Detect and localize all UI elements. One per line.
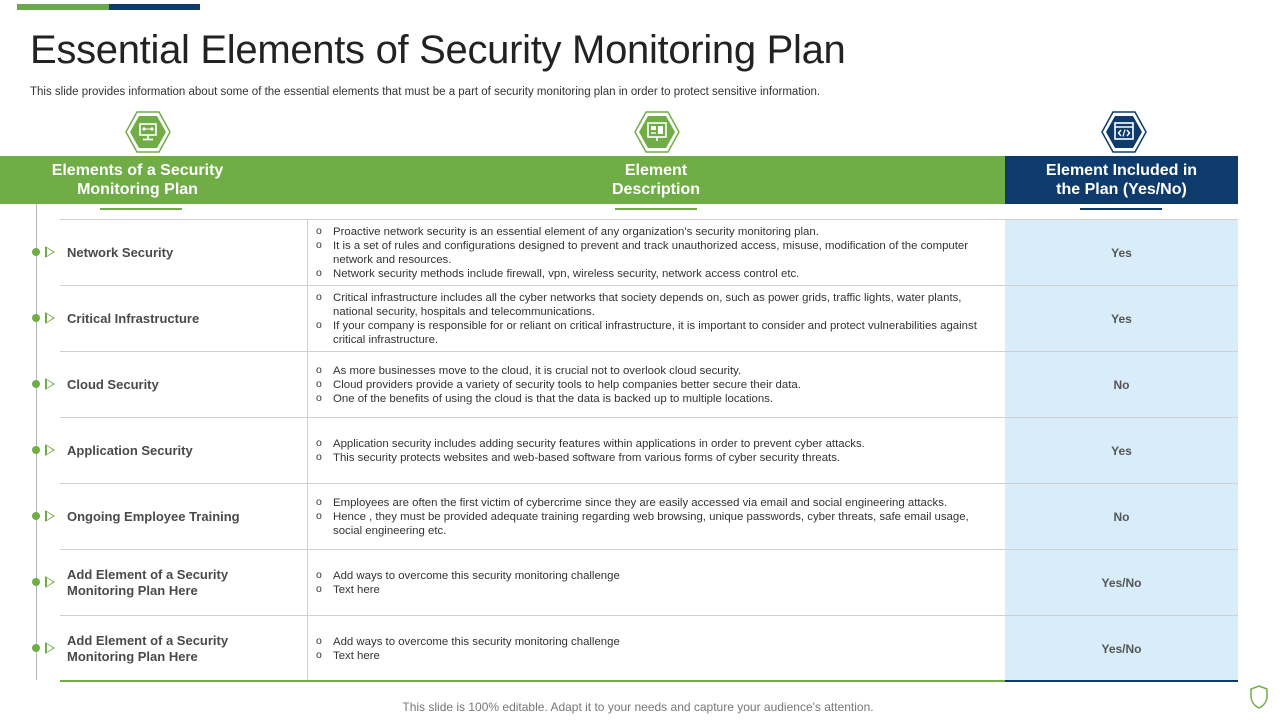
- header-underline-3: [1080, 208, 1162, 210]
- description-bullet: o Employees are often the first victim of cybercrime since they are easily accessed via email and social engineering attacks.: [316, 496, 996, 510]
- column-divider: [307, 616, 308, 681]
- play-arrow-icon: [45, 378, 55, 390]
- play-arrow-icon: [45, 312, 55, 324]
- timeline-dot: [32, 314, 40, 322]
- included-value: Yes: [1111, 444, 1132, 458]
- column-divider: [307, 550, 308, 615]
- description-bullet: o Text here: [316, 583, 996, 597]
- play-arrow-icon: [45, 510, 55, 522]
- included-value: No: [1113, 510, 1130, 524]
- element-description: [316, 418, 996, 484]
- description-bullet: o This security protects websites and web-based software from various forms of cyber security threats.: [316, 451, 996, 465]
- description-bullet: o Proactive network security is an essential element of any organization's security monitoring plan.: [316, 225, 996, 239]
- description-bullet: o Add ways to overcome this security monitoring challenge: [316, 635, 996, 649]
- element-name: Ongoing Employee Training: [67, 509, 240, 524]
- element-name: Critical Infrastructure: [67, 311, 200, 326]
- included-value: Yes/No: [1101, 642, 1142, 656]
- header-description: Element Description: [307, 156, 1005, 204]
- element-description: [316, 550, 996, 616]
- element-name: Add Element of a Security Monitoring Plan Here: [67, 633, 229, 664]
- timeline-dot: [32, 380, 40, 388]
- timeline-dot: [32, 446, 40, 454]
- column-divider: [307, 220, 308, 285]
- element-name: Network Security: [67, 245, 174, 260]
- description-bullet: o Application security includes adding security features within applications in order to prevent cyber attacks.: [316, 437, 996, 451]
- element-description: [316, 286, 996, 352]
- table-row: [60, 483, 1238, 549]
- description-bullet: o One of the benefits of using the cloud is that the data is backed up to multiple locations.: [316, 392, 996, 406]
- element-description: [316, 220, 996, 286]
- table-row: [60, 285, 1238, 351]
- timeline-dot: [32, 644, 40, 652]
- element-description: [316, 484, 996, 550]
- table-row: [60, 219, 1238, 285]
- table-row: [60, 351, 1238, 417]
- shield-icon: [1249, 685, 1269, 709]
- top-accent-bar: [17, 4, 200, 10]
- dashboard-settings-icon: [634, 110, 680, 154]
- column-divider: [307, 418, 308, 483]
- description-bullet: o Hence , they must be provided adequate training regarding web browsing, unique passwords, cyber threats, safe email usage, social engineering etc.: [316, 510, 996, 538]
- column-divider: [307, 286, 308, 351]
- page-title: Essential Elements of Security Monitoring Plan: [30, 28, 846, 72]
- element-description: [316, 616, 996, 682]
- column-divider: [307, 484, 308, 549]
- element-name: Application Security: [67, 443, 193, 458]
- code-window-icon: [1101, 110, 1147, 154]
- play-arrow-icon: [45, 246, 55, 258]
- included-value: Yes: [1111, 312, 1132, 326]
- play-arrow-icon: [45, 444, 55, 456]
- table-row: [60, 549, 1238, 615]
- description-bullet: o Text here: [316, 649, 996, 663]
- table-row: [60, 615, 1238, 681]
- included-value: Yes/No: [1101, 576, 1142, 590]
- element-name: Cloud Security: [67, 377, 159, 392]
- description-bullet: o It is a set of rules and configurations designed to prevent and track unauthorized access, misuse, modification of the computer network and resources.: [316, 239, 996, 267]
- play-arrow-icon: [45, 642, 55, 654]
- timeline-dot: [32, 578, 40, 586]
- description-bullet: o Network security methods include firewall, vpn, wireless security, network access control etc.: [316, 267, 996, 281]
- column-divider: [307, 352, 308, 417]
- page-subtitle: This slide provides information about some of the essential elements that must be a part of security monitoring plan in order to protect sensitive information.: [30, 86, 821, 98]
- element-description: [316, 352, 996, 418]
- table-bottom-border: [60, 680, 1006, 682]
- header-underline-1: [100, 208, 182, 210]
- description-bullet: o If your company is responsible for or reliant on critical infrastructure, it is important to consider and protect vulnerabilities against critical infrastructure.: [316, 319, 996, 347]
- footer-note: This slide is 100% editable. Adapt it to your needs and capture your audience's attention.: [402, 700, 874, 714]
- description-bullet: o Critical infrastructure includes all the cyber networks that society depends on, such as power grids, traffic lights, water plants, national security, hospitals and telecommunications.: [316, 291, 996, 319]
- header-underline-2: [615, 208, 697, 210]
- play-arrow-icon: [45, 576, 55, 588]
- table-row: [60, 417, 1238, 483]
- included-value: Yes: [1111, 246, 1132, 260]
- header-included: Element Included in the Plan (Yes/No): [1005, 156, 1238, 204]
- element-name: Add Element of a Security Monitoring Plan Here: [67, 567, 229, 598]
- header-elements: Elements of a Security Monitoring Plan: [0, 156, 307, 204]
- table-bottom-border-blue: [1005, 680, 1238, 682]
- included-value: No: [1113, 378, 1130, 392]
- timeline-dot: [32, 512, 40, 520]
- description-bullet: o Add ways to overcome this security monitoring challenge: [316, 569, 996, 583]
- timeline-dot: [32, 248, 40, 256]
- description-bullet: o As more businesses move to the cloud, it is crucial not to overlook cloud security.: [316, 364, 996, 378]
- monitor-network-icon: [125, 110, 171, 154]
- timeline-line: [36, 204, 37, 680]
- description-bullet: o Cloud providers provide a variety of security tools to help companies better secure their data.: [316, 378, 996, 392]
